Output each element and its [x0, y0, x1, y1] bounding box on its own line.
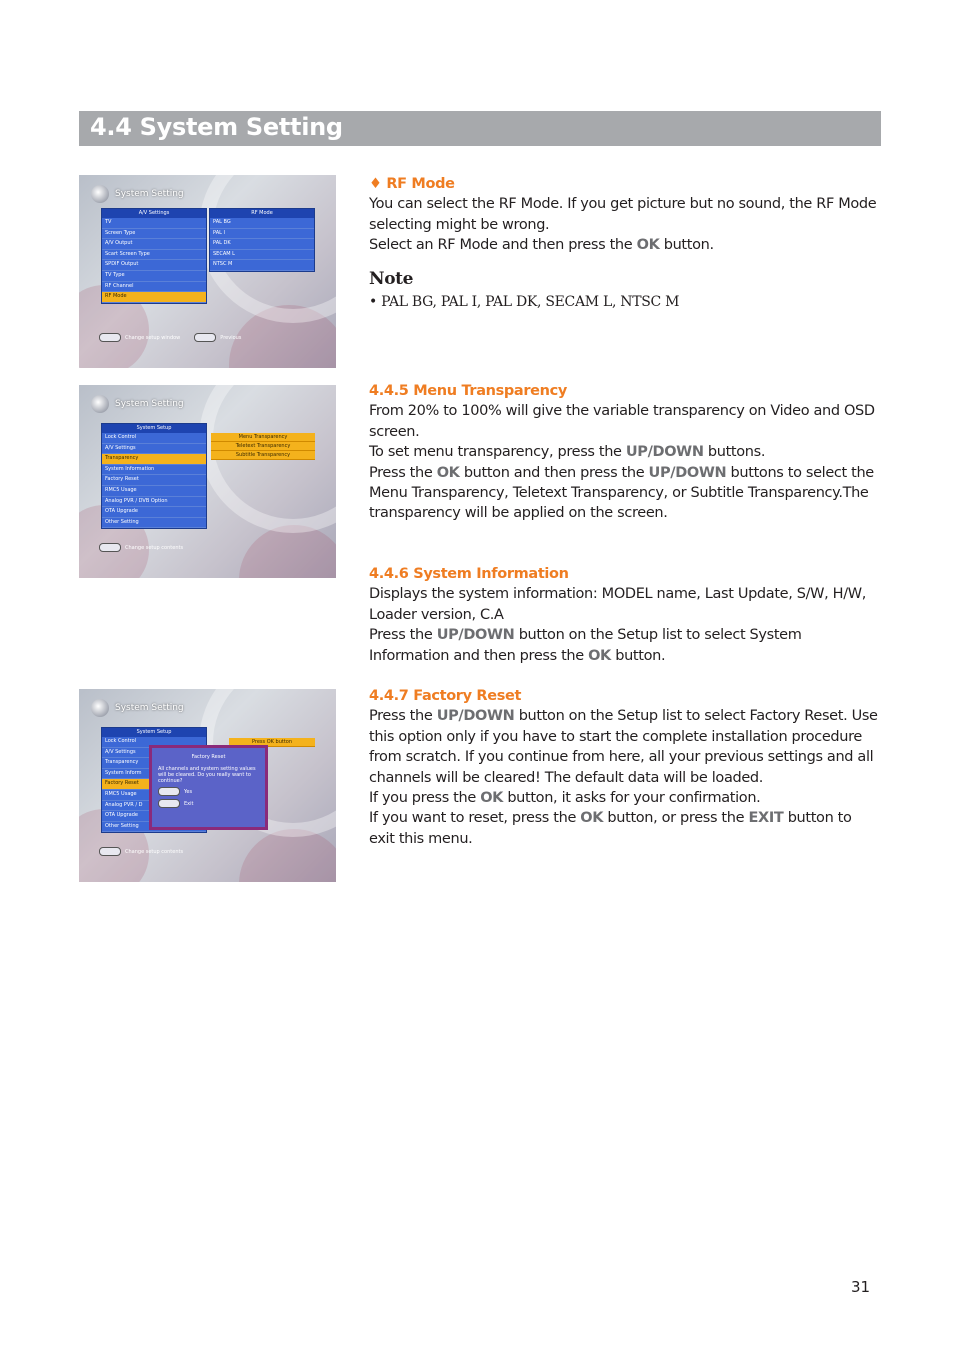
up-down-key-label: UP/DOWN: [436, 708, 515, 725]
screen-title: System Setting: [115, 399, 184, 409]
screen-footer: [99, 333, 241, 342]
system-setup-menu: [101, 423, 207, 529]
note-title: Note: [369, 268, 414, 289]
menu-item: RMC5 Usage: [102, 790, 206, 801]
ok-key-label: OK: [436, 464, 460, 481]
paragraph: [369, 235, 881, 255]
factory-reset-section: [369, 686, 881, 849]
text-run: button.: [610, 647, 666, 664]
screen-titlebar: [91, 185, 184, 203]
section-heading: 4.4.7 Factory Reset: [369, 688, 522, 704]
settings-gear-icon: [91, 395, 109, 413]
footer-hint-text: Previous: [220, 334, 242, 341]
dialog-option-label: Yes: [184, 788, 193, 795]
text-run: button.: [659, 237, 714, 254]
submenu-item: Teletext Transparency: [211, 442, 315, 451]
screen-footer: [99, 543, 183, 552]
menu-button-icon: [194, 333, 216, 342]
av-settings-menu: [101, 208, 207, 304]
menu-header: RF Mode: [210, 209, 314, 218]
up-down-key-label: UP/DOWN: [648, 464, 727, 481]
menu-item: PAL I: [210, 229, 314, 240]
screen-titlebar: [91, 699, 184, 717]
dialog-option-exit: [158, 799, 259, 808]
paragraph: Displays the system information: MODEL name, Last Update, S/W, H/W, Loader version, C.A: [369, 586, 866, 623]
text-run: buttons to select the Menu Transparency, Teletext Transparency, or Subtitle Transparency.The transparency will be applied on the screen.: [369, 464, 874, 522]
menu-header: System Setup: [102, 728, 206, 737]
dialog-option-label: Exit: [184, 800, 194, 807]
footer-hint-text: Change setup window: [125, 334, 181, 341]
menu-item: Other Setting: [102, 822, 206, 833]
text-run: Press the: [369, 708, 437, 725]
paragraph: [369, 706, 881, 788]
menu-header: System Setup: [102, 424, 206, 433]
settings-gear-icon: [91, 699, 109, 717]
up-down-key-label: UP/DOWN: [436, 627, 515, 644]
section-heading: 4.4.5 Menu Transparency: [369, 383, 567, 399]
text-run: button and then press the: [459, 464, 649, 481]
up-down-key-label: UP/DOWN: [625, 444, 704, 461]
menu-item: SPDIF Output: [102, 260, 206, 271]
screen-title: System Setting: [115, 703, 184, 713]
paragraph: [369, 463, 881, 524]
rf-mode-screenshot: [79, 175, 336, 368]
menu-item: Analog PVR / D: [102, 801, 206, 812]
text-run: Press the: [369, 464, 437, 481]
menu-item: PAL DK: [210, 239, 314, 250]
transparency-submenu: [211, 433, 315, 460]
text-run: Select an RF Mode and then press the: [369, 237, 637, 254]
section-heading: 4.4.6 System Information: [369, 566, 569, 582]
menu-item: Screen Type: [102, 229, 206, 240]
paragraph: [369, 788, 881, 808]
text-run: If you want to reset, press the: [369, 810, 581, 827]
ok-key-label: OK: [480, 790, 504, 807]
menu-item-selected: RF Mode: [102, 292, 206, 303]
menu-item: OTA Upgrade: [102, 811, 206, 822]
paragraph: From 20% to 100% will give the variable transparency on Video and OSD screen.: [369, 403, 875, 440]
text-run: To set menu transparency, press the: [369, 444, 626, 461]
paragraph: [369, 625, 881, 666]
text-run: button, it asks for your confirmation.: [503, 790, 761, 807]
section-header-bar: [79, 111, 881, 146]
text-run: If you press the: [369, 790, 481, 807]
menu-item: OTA Upgrade: [102, 507, 206, 518]
menu-transparency-section: [369, 381, 881, 524]
menu-item: Transparency: [102, 758, 206, 769]
text-run: Press the: [369, 627, 437, 644]
menu-item-selected: Transparency: [102, 454, 206, 465]
footer-hint-text: Change setup contents: [125, 848, 184, 855]
menu-item: A/V Settings: [102, 444, 206, 455]
screen-title: System Setting: [115, 189, 184, 199]
factory-reset-screenshot: [79, 689, 336, 882]
note-text: • PAL BG, PAL I, PAL DK, SECAM L, NTSC M: [369, 293, 680, 310]
section-heading: ♦ RF Mode: [369, 176, 455, 192]
background-bubble: [239, 829, 336, 882]
background-bubble: [239, 525, 336, 578]
ok-button-icon: [99, 333, 121, 342]
footer-hint-text: Change setup contents: [125, 544, 184, 551]
section-title: 4.4 System Setting: [90, 113, 343, 141]
ok-button-icon: [99, 847, 121, 856]
ok-button-icon: [99, 543, 121, 552]
menu-item: System Inform: [102, 769, 206, 780]
text-run: button to exit this menu.: [369, 810, 852, 847]
menu-item: RMC5 Usage: [102, 486, 206, 497]
menu-item: PAL BG: [210, 218, 314, 229]
dialog-option-yes: [158, 787, 259, 796]
menu-item: Analog PVR / DVB Option: [102, 497, 206, 508]
dialog-message: All channels and system setting values will be cleared. Do you really want to continue?: [158, 766, 256, 784]
menu-item: NTSC M: [210, 260, 314, 271]
transparency-screenshot: [79, 385, 336, 578]
ok-key-label: OK: [636, 237, 660, 254]
rf-mode-section: [369, 174, 881, 312]
text-run: button on the Setup list to select Factory Reset. Use this option only if you have to start the complete installation procedure from scratch. If you continue from here, all your previous settings and all channels will be cleared! The default data will be loaded.: [369, 708, 878, 786]
rf-mode-menu: [209, 208, 315, 272]
menu-item-selected: Factory Reset: [102, 779, 206, 790]
menu-item: SECAM L: [210, 250, 314, 261]
submenu-item: Menu Transparency: [211, 433, 315, 442]
menu-item: Other Setting: [102, 518, 206, 529]
menu-item: Scart Screen Type: [102, 250, 206, 261]
ok-key-label: OK: [588, 647, 611, 664]
menu-item: TV Type: [102, 271, 206, 282]
settings-gear-icon: [91, 185, 109, 203]
text-run: buttons.: [703, 444, 766, 461]
menu-item: Lock Control: [102, 737, 206, 748]
exit-button-icon: [158, 799, 180, 808]
menu-item: A/V Settings: [102, 748, 206, 759]
menu-item: Factory Reset: [102, 475, 206, 486]
screen-footer: [99, 847, 183, 856]
text-run: button on the Setup list to select System Information and then press the: [369, 627, 802, 664]
menu-item: RF Channel: [102, 282, 206, 293]
screen-titlebar: [91, 395, 184, 413]
text-run: button, or press the: [603, 810, 749, 827]
ok-key-label: OK: [580, 810, 604, 827]
ok-button-icon: [158, 787, 180, 796]
menu-header: A/V Settings: [102, 209, 206, 218]
press-ok-hint: Press OK button: [229, 738, 315, 747]
menu-item: Lock Control: [102, 433, 206, 444]
page-number: 31: [851, 1278, 871, 1296]
submenu-item: Subtitle Transparency: [211, 451, 315, 460]
menu-item: System Information: [102, 465, 206, 476]
exit-key-label: EXIT: [748, 810, 784, 827]
paragraph: [369, 442, 881, 462]
paragraph: [369, 808, 881, 849]
system-information-section: [369, 564, 881, 666]
paragraph: You can select the RF Mode. If you get picture but no sound, the RF Mode selecting might be wrong.: [369, 196, 877, 233]
dialog-title: Factory Reset: [191, 754, 226, 760]
menu-item: A/V Output: [102, 239, 206, 250]
menu-item: TV: [102, 218, 206, 229]
factory-reset-dialog: [149, 745, 268, 830]
